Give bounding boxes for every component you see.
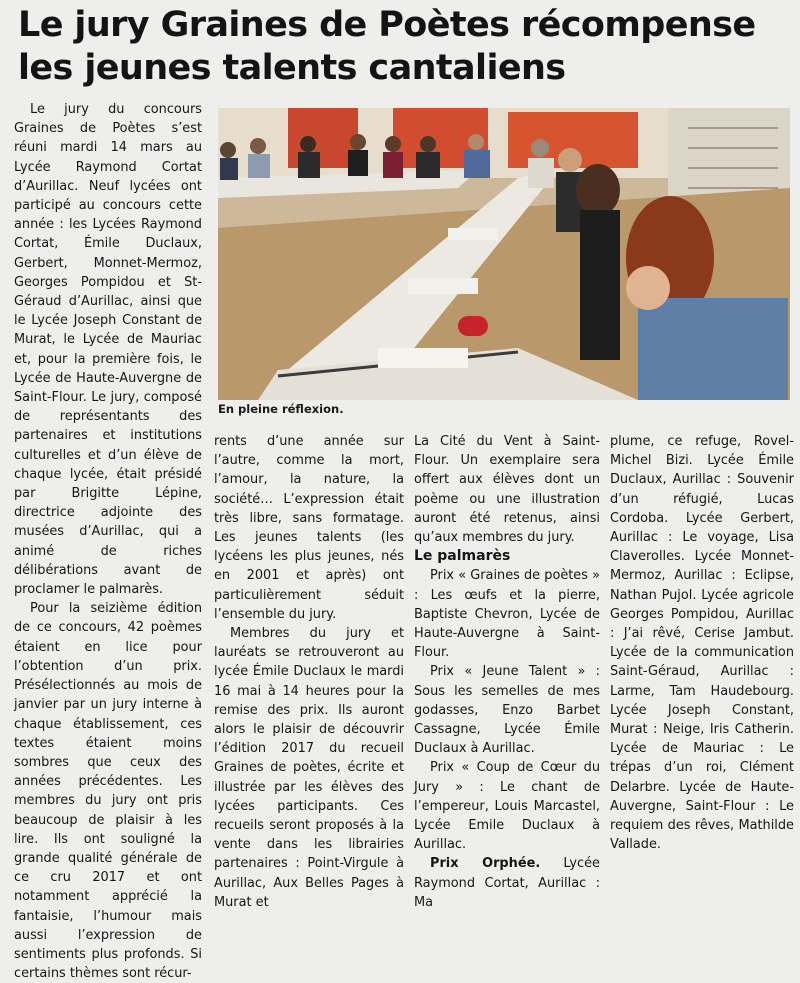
article-paragraph: Le jury du concours Graines de Poètes s’est réuni mardi 14 mars au Lycée Raymond Cortat d’Aurillac. Neuf lycées ont participé au concours cette année : les Lycées Raymond Cortat, Émile Duclaux, Gerbert, Monnet-Mermoz, Georges Pompidou et St-Géraud d’Aurillac, ainsi que le Lycée Joseph Constant de Murat, le Lycée de Mauriac et, pour la première fois, le Lycée de Haute-Auvergne de Saint-Flour. Le jury, composé de représentants des partenaires et institutions culturelles et d’un élève de chaque lycée, était présidé par Brigitte Lépine, directrice adjointe des musées d’Aurillac, qui a animé de riches délibérations avant de proclamer le palmarès. xyxy=(14,102,202,598)
article-column-1 xyxy=(14,100,202,983)
prize-entry-orphee xyxy=(414,854,600,912)
palmares-heading: Le palmarès xyxy=(414,548,511,565)
article-headline xyxy=(18,4,798,90)
article-column-2 xyxy=(214,432,404,912)
prize-entry: Prix « Coup de Cœur du Jury » : Le chant de l’empereur, Louis Marcastel, Lycée Emile Duclaux à Aurillac. xyxy=(414,760,600,853)
prize-entry: Prix « Jeune Talent » : Sous les semelles de mes godasses, Enzo Barbet Cassagne, Lycée Émile Duclaux à Aurillac. xyxy=(414,664,600,757)
article-paragraph: Membres du jury et lauréats se retrouveront au lycée Émile Duclaux le mardi 16 mai à 14 heures pour la remise des prix. Ils auront alors le plaisir de découvrir l’édition 2017 du recueil Graines de poètes, écrite et illustrée par les élèves des lycées participants. Ces recueils seront proposés à la vente dans les librairies partenaires : Point-Virgule à Aurillac, Aux Belles Pages à Murat et xyxy=(214,626,404,910)
article-paragraph: plume, ce refuge, Rovel-Michel Bizi. Lycée Émile Duclaux, Aurillac : Souvenir d’un réfugié, Lucas Cordoba. Lycée Gerbert, Aurillac : Le voyage, Lisa Claverolles. Lycée Monnet-Mermoz, Aurillac : Eclipse, Nathan Pujol. Lycée agricole Georges Pompidou, Aurillac : J’ai rêvé, Cerise Jambut. Lycée de la communication Saint-Géraud, Aurillac : Larme, Tam Haudebourg. Lycée Joseph Constant, Murat : Neige, Iris Catherin. Lycée de Mauriac : Le trépas d’un roi, Clément Delarbre. Lycée de Haute-Auvergne, Saint-Flour : Le requiem des rêves, Mathilde Vallade. xyxy=(610,434,794,853)
article-photo xyxy=(218,108,790,400)
article-paragraph: rents d’une année sur l’autre, comme la mort, l’amour, la nature, la société… L’expression était très libre, sans formatage. Les jeunes talents (les lycéens les plus jeunes, nés en 2001 et après) ont particulièrement séduit l’ensemble du jury. xyxy=(214,434,404,622)
orphee-text: Lycée Raymond Cortat, Aurillac : Ma xyxy=(414,856,600,910)
headline-line-2: les jeunes talents cantaliens xyxy=(18,48,566,88)
photo-jury-meeting xyxy=(218,108,790,400)
article-column-3 xyxy=(414,432,600,912)
orphee-label: Prix Orphée. xyxy=(430,856,541,872)
article-paragraph: Pour la seizième édition de ce concours, 42 poèmes étaient en lice pour l’obtention d’un prix. Présélectionnés au mois de janvier par un jury interne à chaque établissement, ces textes étaient moins sombres que ceux des années précédentes. Les membres du jury ont pris beaucoup de plaisir à les lire. Ils ont souligné la grande qualité générale de ce cru 2017 et ont notamment apprécié la fantaisie, l’humour mais aussi l’expression de sentiments plus profonds. Si certains thèmes sont récur- xyxy=(14,601,202,982)
photo-caption: En pleine réflexion. xyxy=(218,402,344,416)
article-column-4 xyxy=(610,432,794,854)
headline-line-1: Le jury Graines de Poètes récompense xyxy=(18,5,756,45)
prize-entry: Prix « Graines de poètes » : Les œufs et la pierre, Baptiste Chevron, Lycée de Haute-Auvergne à Saint-Flour. xyxy=(414,568,600,661)
article-paragraph: La Cité du Vent à Saint-Flour. Un exemplaire sera offert aux élèves dont un poème ou une illustration auront été retenus, ainsi qu’aux membres du jury. xyxy=(414,434,600,546)
